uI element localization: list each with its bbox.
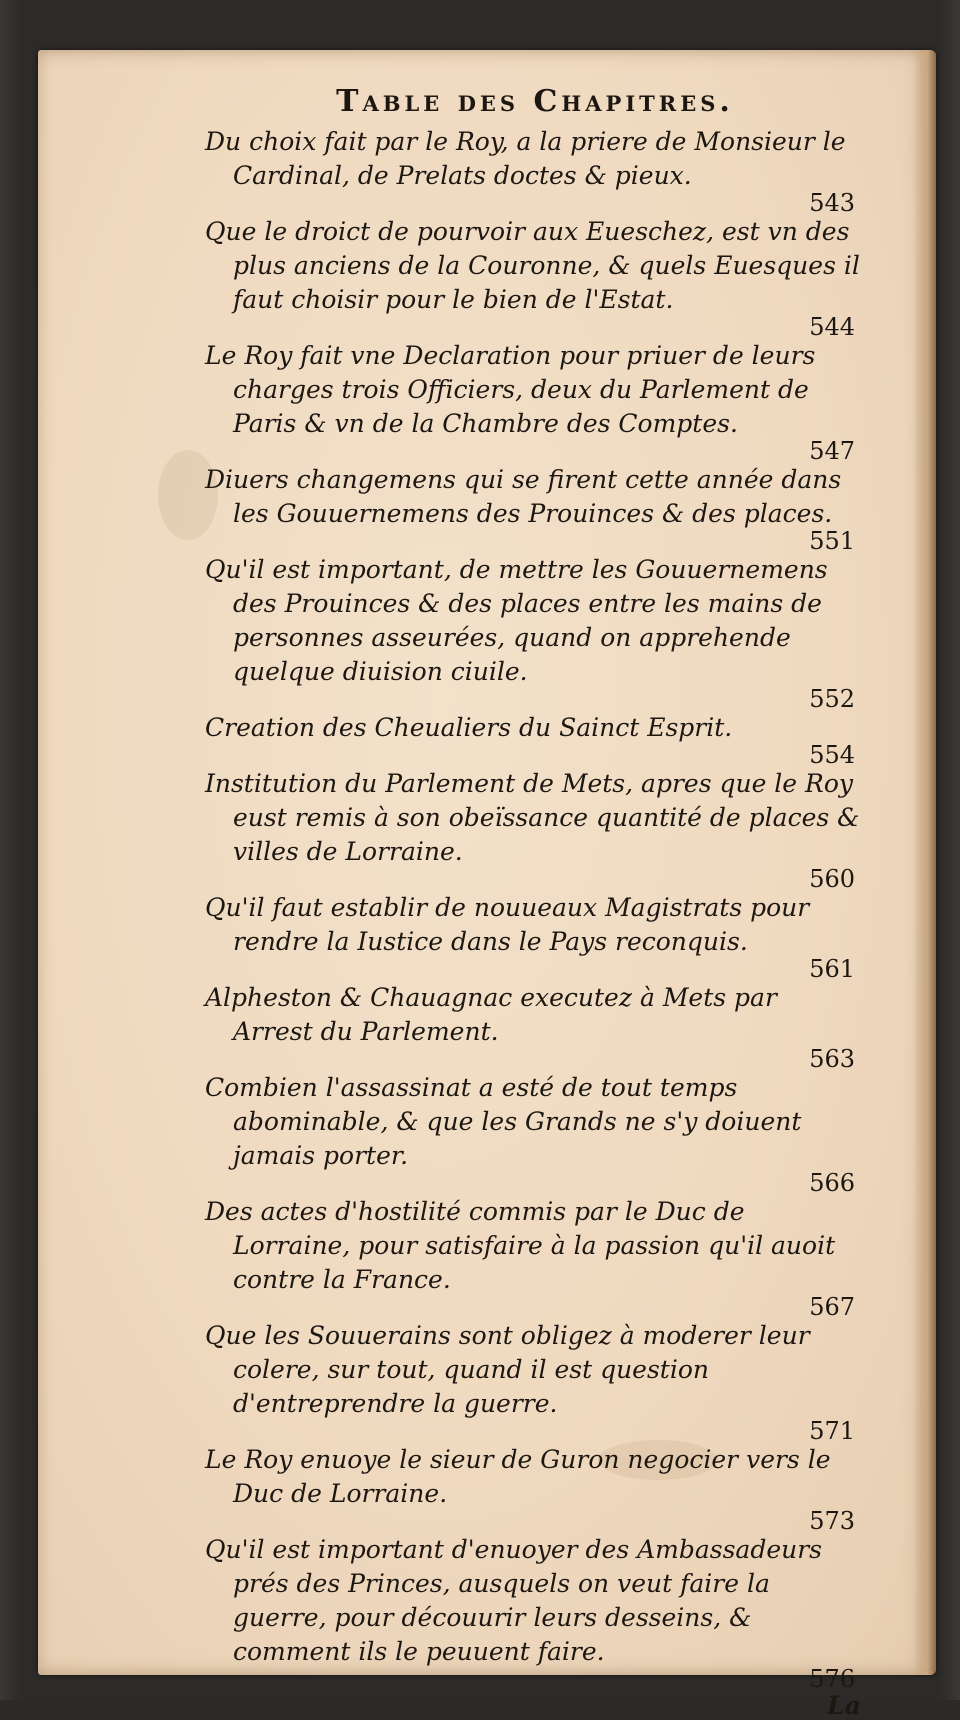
chapter-title: Qu'il faut establir de nouueaux Magistrats pour rendre la Iustice dans le Pays reconquis. xyxy=(205,893,810,956)
chapter-page-number: 551 xyxy=(809,527,855,555)
chapter-page-number: 560 xyxy=(809,865,855,893)
chapter-entry xyxy=(205,339,865,463)
chapter-title: Institution du Parlement de Mets, apres que le Roy eust remis à son obeïssance quantité de places & villes de Lorraine. xyxy=(205,769,860,866)
chapter-title: Qu'il est important, de mettre les Gouuernemens des Prouinces & des places entre les mains de personnes asseurées, quand on apprehende quelque diuision ciuile. xyxy=(205,555,828,686)
chapter-page-number: 566 xyxy=(809,1169,855,1197)
chapter-page-number: 567 xyxy=(809,1293,855,1321)
chapter-title: Du choix fait par le Roy, a la priere de Monsieur le Cardinal, de Prelats doctes & pieux. xyxy=(205,127,846,190)
chapter-entry xyxy=(205,1071,865,1195)
chapter-page-number: 573 xyxy=(809,1507,855,1535)
chapter-entry xyxy=(205,1195,865,1319)
chapter-page-number: 554 xyxy=(809,741,855,769)
chapter-page-number: 552 xyxy=(809,685,855,713)
chapter-page-number: 544 xyxy=(809,313,855,341)
catchword: La xyxy=(827,1691,861,1720)
chapter-title: Diuers changemens qui se firent cette année dans les Gouuernemens des Prouinces & des places. xyxy=(205,465,842,528)
chapter-entry xyxy=(205,463,865,553)
chapter-title: Que le droict de pourvoir aux Eueschez, est vn des plus anciens de la Couronne, & quels Euesques il faut choisir pour le bien de l'Estat. xyxy=(205,217,860,314)
page-edge xyxy=(914,50,936,1675)
chapter-entry xyxy=(205,215,865,339)
chapter-title: Que les Souuerains sont obligez à moderer leur colere, sur tout, quand il est question d'entreprendre la guerre. xyxy=(205,1321,810,1418)
chapter-page-number: 571 xyxy=(809,1417,855,1445)
table-of-chapters xyxy=(205,84,865,1720)
chapter-entry xyxy=(205,767,865,891)
chapter-entry xyxy=(205,981,865,1071)
chapter-entry xyxy=(205,711,865,767)
chapter-page-number: 576 xyxy=(809,1665,855,1693)
running-head: Table des Chapitres. xyxy=(336,84,734,119)
chapter-entry xyxy=(205,1443,865,1533)
chapter-entry xyxy=(205,1319,865,1443)
chapter-entry xyxy=(205,891,865,981)
chapter-entry xyxy=(205,553,865,711)
chapter-entry xyxy=(205,125,865,215)
chapter-page-number: 547 xyxy=(809,437,855,465)
chapter-title: Des actes d'hostilité commis par le Duc de Lorraine, pour satisfaire à la passion qu'il auoit contre la France. xyxy=(205,1197,836,1294)
chapter-page-number: 561 xyxy=(809,955,855,983)
chapter-entry xyxy=(205,1533,865,1691)
chapter-title: Qu'il est important d'enuoyer des Ambassadeurs prés des Princes, ausquels on veut faire la guerre, pour découurir leurs desseins, & comment ils le peuuent faire. xyxy=(205,1535,823,1666)
chapter-title: Le Roy fait vne Declaration pour priuer de leurs charges trois Officiers, deux du Parlement de Paris & vn de la Chambre des Comptes. xyxy=(205,341,816,438)
chapter-title: Combien l'assassinat a esté de tout temps abominable, & que les Grands ne s'y doiuent jamais porter. xyxy=(205,1073,802,1170)
chapter-title: Le Roy enuoye le sieur de Guron negocier vers le Duc de Lorraine. xyxy=(205,1445,831,1508)
chapter-title: Alpheston & Chauagnac executez à Mets par Arrest du Parlement. xyxy=(205,983,777,1046)
chapter-page-number: 563 xyxy=(809,1045,855,1073)
chapter-page-number: 543 xyxy=(809,189,855,217)
chapter-title: Creation des Cheualiers du Sainct Esprit. xyxy=(205,713,733,742)
